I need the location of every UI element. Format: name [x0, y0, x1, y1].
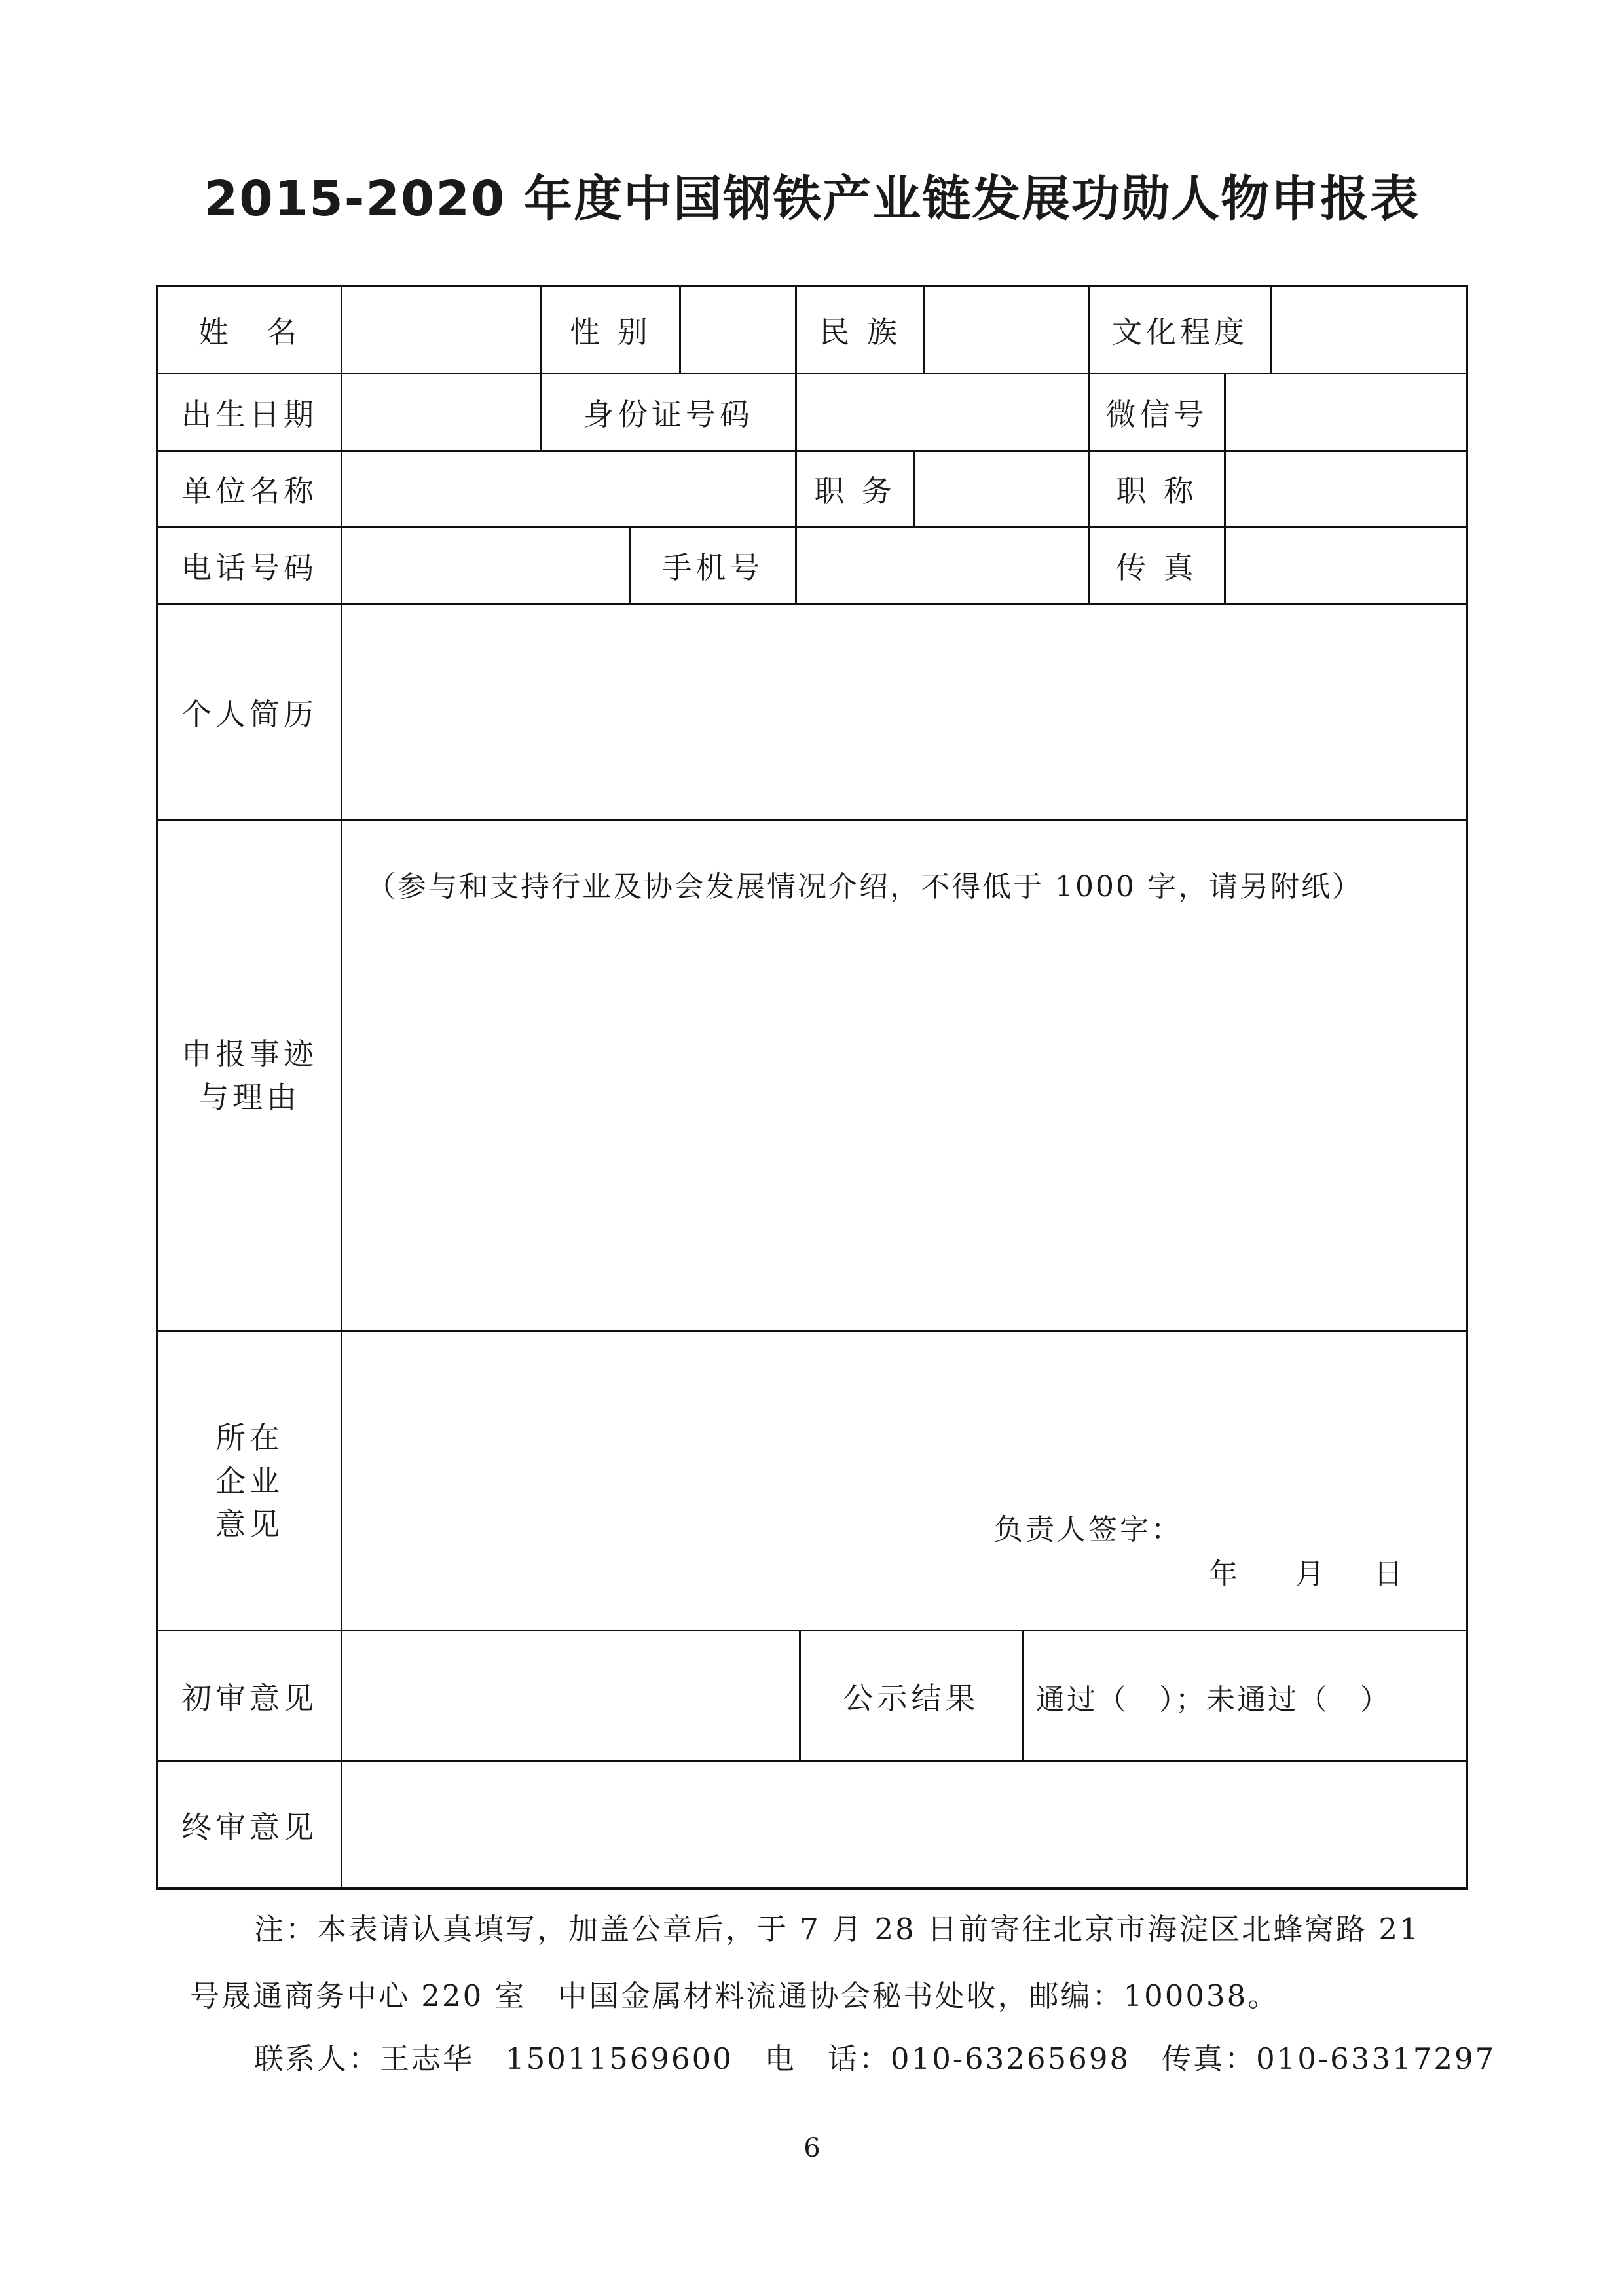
application-form-table: [156, 285, 1468, 1890]
deeds-label-line1: 申报事迹: [181, 1036, 318, 1072]
title-rank-input[interactable]: [1226, 452, 1466, 526]
deeds-label: [158, 821, 341, 1330]
wechat-input[interactable]: [1226, 374, 1466, 450]
employer-input[interactable]: [342, 452, 795, 526]
mobile-input[interactable]: [797, 528, 1088, 603]
employer-label: 单位名称: [181, 473, 318, 509]
phone-label: 电话号码: [181, 550, 318, 585]
company-opinion-label-line3: 意见: [215, 1506, 284, 1542]
position-input[interactable]: [915, 452, 1088, 526]
form-title: 2015-2020 年度中国钢铁产业链发展功勋人物申报表: [204, 171, 1420, 227]
deeds-label-line2: 与理由: [198, 1079, 301, 1115]
resume-label: 个人简历: [181, 696, 318, 732]
note-line-2: 号晟通商务中心 220 室 中国金属材料流通协会秘书处收，邮编：100038。: [190, 1978, 1280, 2013]
date-month: 月: [1295, 1558, 1324, 1591]
ethnicity-label: 民 族: [819, 314, 901, 350]
initial-review-input[interactable]: [342, 1631, 799, 1760]
column-divider: [1022, 1630, 1024, 1760]
company-opinion-label: [158, 1332, 341, 1630]
name-input[interactable]: [342, 287, 540, 373]
title-rank-label: 职 称: [1116, 473, 1198, 509]
ethnicity-input[interactable]: [925, 287, 1088, 373]
mobile-label: 手机号: [661, 550, 764, 585]
note-line-1: 注：本表请认真填写，加盖公章后，于 7 月 28 日前寄往北京市海淀区北蜂窝路 21: [254, 1912, 1420, 1946]
fax-input[interactable]: [1226, 528, 1466, 603]
position-label: 职 务: [814, 473, 896, 509]
education-input[interactable]: [1272, 287, 1466, 373]
company-opinion-label-line1: 所在: [215, 1419, 284, 1455]
date-year: 年: [1209, 1558, 1238, 1591]
fax-label: 传 真: [1116, 550, 1198, 585]
date-day: 日: [1374, 1558, 1403, 1591]
deeds-hint: （参与和支持行业及协会发展情况介绍，不得低于 1000 字，请另附纸）: [367, 870, 1363, 903]
education-label: 文化程度: [1112, 314, 1248, 350]
publicity-result-value: 通过（ ）；未通过（ ）: [1036, 1683, 1391, 1717]
contact-line: 联系人：王志华 15011569600 电 话：010-63265698 传真：010-63317297: [254, 2041, 1496, 2076]
publicity-result-label: 公示结果: [843, 1680, 980, 1716]
wechat-label: 微信号: [1105, 396, 1208, 432]
birth-date-label: 出生日期: [181, 396, 318, 432]
name-label: 姓 名: [198, 314, 301, 350]
initial-review-label: 初审意见: [181, 1680, 318, 1716]
gender-label: 性 别: [570, 314, 652, 350]
final-review-input[interactable]: [342, 1762, 1466, 1887]
signature-label: 负责人签字：: [994, 1513, 1183, 1546]
final-review-label: 终审意见: [181, 1809, 318, 1845]
gender-input[interactable]: [681, 287, 795, 373]
birth-date-input[interactable]: [342, 374, 540, 450]
phone-input[interactable]: [342, 528, 629, 603]
page-number: 6: [803, 2133, 821, 2163]
id-number-label: 身份证号码: [583, 396, 754, 432]
id-number-input[interactable]: [797, 374, 1088, 450]
resume-input[interactable]: [342, 605, 1466, 819]
company-opinion-label-line2: 企业: [215, 1463, 284, 1499]
